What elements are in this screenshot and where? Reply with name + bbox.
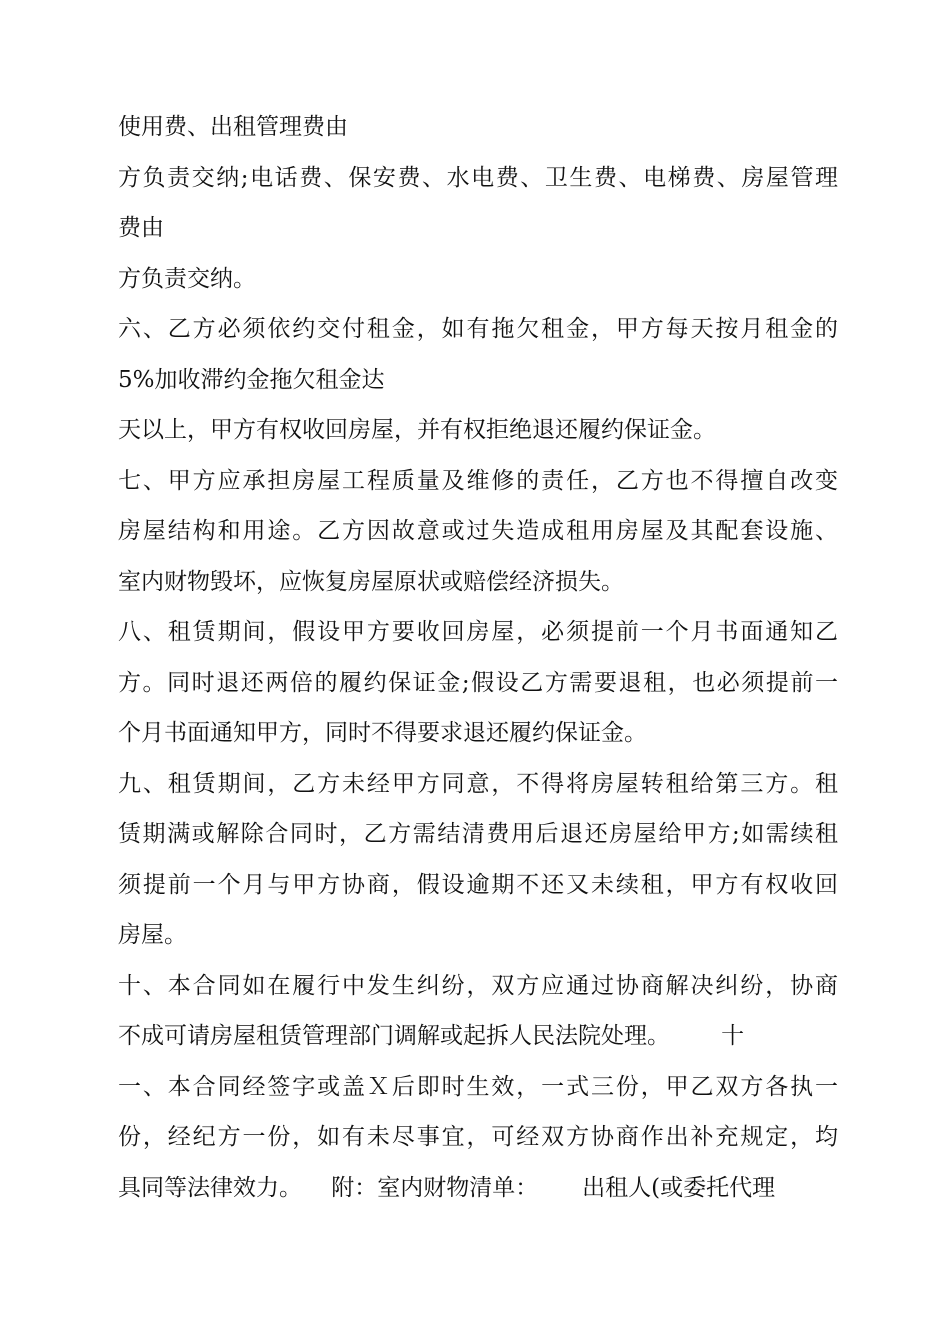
text-line: 使用费、出租管理费由 — [118, 114, 348, 140]
text-line: 5%加收滞约金拖欠租金达 — [118, 367, 385, 393]
text-line: 九、租赁期间，乙方未经甲方同意，不得将房屋转租给第三方。租 — [118, 771, 838, 797]
text-line: 赁期满或解除合同时，乙方需结清费用后退还房屋给甲方;如需续租 — [118, 821, 838, 847]
text-line: 不成可请房屋租赁管理部门调解或起拆人民法院处理。 十 — [118, 1023, 745, 1049]
text-line: 室内财物毁坏，应恢复房屋原状或赔偿经济损失。 — [118, 569, 624, 595]
text-line: 房屋结构和用途。乙方因故意或过失造成租用房屋及其配套设施、 — [118, 518, 838, 544]
text-line: 七、甲方应承担房屋工程质量及维修的责任，乙方也不得擅自改变 — [118, 468, 838, 494]
text-line: 天以上，甲方有权收回房屋，并有权拒绝退还履约保证金。 — [118, 417, 716, 443]
text-line: 个月书面通知甲方，同时不得要求退还履约保证金。 — [118, 720, 647, 746]
text-line: 一、本合同经签字或盖Ｘ后即时生效，一式三份，甲乙双方各执一 — [118, 1074, 838, 1100]
text-line: 方负责交纳。 — [118, 266, 256, 292]
text-line: 十、本合同如在履行中发生纠纷，双方应通过协商解决纠纷，协商 — [118, 973, 838, 999]
text-line: 方负责交纳;电话费、保安费、水电费、卫生费、电梯费、房屋管理 — [118, 165, 838, 191]
text-line: 八、租赁期间，假设甲方要收回房屋，必须提前一个月书面通知乙 — [118, 619, 838, 645]
text-line: 须提前一个月与甲方协商，假设逾期不还又未续租，甲方有权收回 — [118, 872, 838, 898]
text-line: 六、乙方必须依约交付租金，如有拖欠租金，甲方每天按月租金的 — [118, 316, 838, 342]
text-line: 具同等法律效力。 附：室内财物清单： 出租人(或委托代理 — [118, 1175, 776, 1201]
text-line: 份，经纪方一份，如有未尽事宜，可经双方协商作出补充规定，均 — [118, 1124, 838, 1150]
text-line: 方。同时退还两倍的履约保证金;假设乙方需要退租，也必须提前一 — [118, 670, 838, 696]
text-line: 费由 — [118, 215, 164, 241]
text-line: 房屋。 — [118, 922, 187, 948]
